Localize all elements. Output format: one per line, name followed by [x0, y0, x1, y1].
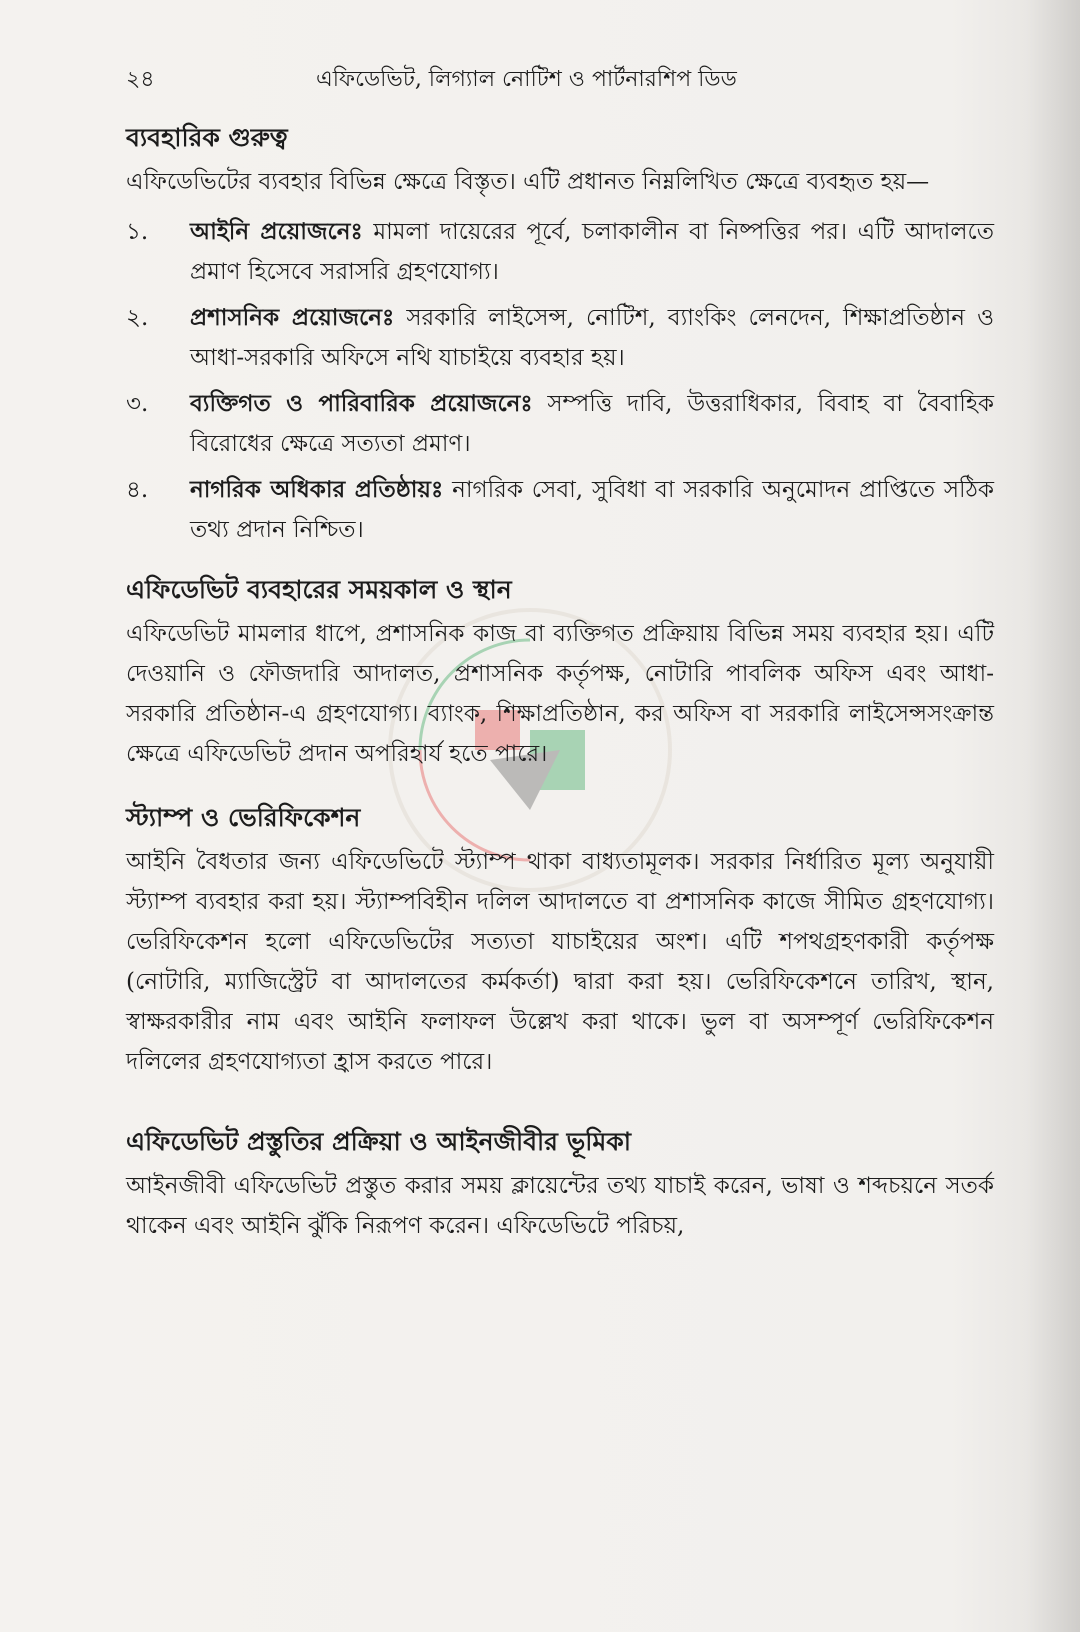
section-heading-stamp-verification: স্ট্যাম্প ও ভেরিফিকেশন: [126, 803, 361, 832]
list-item-label: আইনি প্রয়োজনেঃ: [190, 218, 363, 245]
running-title: এফিডেভিট, লিগ্যাল নোটিশ ও পার্টনারশিপ ডিড: [316, 67, 737, 92]
section-paragraph: আইনি বৈধতার জন্য এফিডেভিটে স্ট্যাম্প থাকা বাধ্যতামূলক। সরকার নির্ধারিত মূল্য অনুযায়ী স্ট্যাম্প ব্যবহার করা হয়। স্ট্যাম্পবিহীন দলিল আদালতে বা প্রশাসনিক কাজে সীমিত গ্রহণযোগ্য। ভেরিফিকেশন হলো এফিডেভিটের সত্যতা যাচাইয়ের অংশ। এটি শপথগ্রহণকারী কর্তৃপক্ষ (নোটারি, ম্যাজিস্ট্রেট বা আদালতের কর্মকর্তা) দ্বারা করা হয়। ভেরিফিকেশনে তারিখ, স্থান, স্বাক্ষরকারীর নাম এবং আইনি ফলাফল উল্লেখ করা থাকে। ভুল বা অসম্পূর্ণ ভেরিফিকেশন দলিলের গ্রহণযোগ্যতা হ্রাস করতে পারে।: [126, 849, 994, 1075]
list-item-text: সম্পত্তি দাবি, উত্তরাধিকার, বিবাহ বা বৈবাহিক বিরোধের ক্ষেত্রে সত্যতা প্রমাণ।: [190, 391, 994, 457]
list-item-label: প্রশাসনিক প্রয়োজনেঃ: [190, 304, 395, 331]
list-item-body: [190, 298, 994, 378]
section-heading-practical-importance: ব্যবহারিক গুরুত্ব: [126, 123, 288, 152]
list-item-text: মামলা দায়েরের পূর্বে, চলাকালীন বা নিষ্পত্তির পর। এটি আদালতে প্রমাণ হিসেবে সরাসরি গ্রহণযোগ্য।: [190, 219, 994, 285]
section-paragraph: আইনজীবী এফিডেভিট প্রস্তুত করার সময় ক্লায়েন্টের তথ্য যাচাই করেন, ভাষা ও শব্দচয়নে সতর্ক থাকেন এবং আইনি ঝুঁকি নিরূপণ করেন। এফিডেভিটে পরিচয়,: [126, 1173, 994, 1239]
list-item: [126, 212, 994, 292]
list-item-label: ব্যক্তিগত ও পারিবারিক প্রয়োজনেঃ: [190, 390, 533, 417]
list-item-text: সরকারি লাইসেন্স, নোটিশ, ব্যাংকিং লেনদেন, শিক্ষাপ্রতিষ্ঠান ও আধা-সরকারি অফিসে নথি যাচাইয়ে ব্যবহার হয়।: [190, 305, 995, 371]
list-item-number: ৪.: [126, 477, 149, 503]
section-heading-preparation-lawyer-role: এফিডেভিট প্রস্তুতির প্রক্রিয়া ও আইনজীবীর ভূমিকা: [126, 1127, 632, 1156]
list-item-number: ২.: [126, 305, 149, 331]
list-item-body: [190, 212, 994, 292]
list-item: [126, 298, 994, 378]
section-intro: এফিডেভিটের ব্যবহার বিভিন্ন ক্ষেত্রে বিস্তৃত। এটি প্রধানত নিম্নলিখিত ক্ষেত্রে ব্যবহৃত হয়—: [126, 169, 930, 195]
section-paragraph: এফিডেভিট মামলার ধাপে, প্রশাসনিক কাজ বা ব্যক্তিগত প্রক্রিয়ায় বিভিন্ন সময় ব্যবহার হয়। এটি দেওয়ানি ও ফৌজদারি আদালত, প্রশাসনিক কর্তৃপক্ষ, নোটারি পাবলিক অফিস এবং আধা-সরকারি প্রতিষ্ঠান-এ গ্রহণযোগ্য। ব্যাংক, শিক্ষাপ্রতিষ্ঠান, কর অফিস বা সরকারি লাইসেন্সসংক্রান্ত ক্ষেত্রে এফিডেভিট প্রদান অপরিহার্য হতে পারে।: [126, 621, 994, 767]
page-content: [126, 118, 994, 1256]
spacer: [126, 1092, 994, 1122]
page-header: [126, 62, 996, 94]
list-item-body: [190, 384, 994, 464]
list-item-body: [190, 470, 994, 550]
spacer: [126, 784, 994, 798]
page-number: ২৪: [126, 67, 155, 92]
list-item-number: ৩.: [126, 391, 149, 417]
list-item-label: নাগরিক অধিকার প্রতিষ্ঠায়ঃ: [190, 476, 444, 503]
list-item: [126, 384, 994, 464]
list-item-number: ১.: [126, 219, 149, 245]
section-heading-usage-time-place: এফিডেভিট ব্যবহারের সময়কাল ও স্থান: [126, 575, 512, 604]
list-item: [126, 470, 994, 550]
spacer: [126, 556, 994, 570]
list-item-text: নাগরিক সেবা, সুবিধা বা সরকারি অনুমোদন প্রাপ্তিতে সঠিক তথ্য প্রদান নিশ্চিত।: [190, 477, 994, 543]
